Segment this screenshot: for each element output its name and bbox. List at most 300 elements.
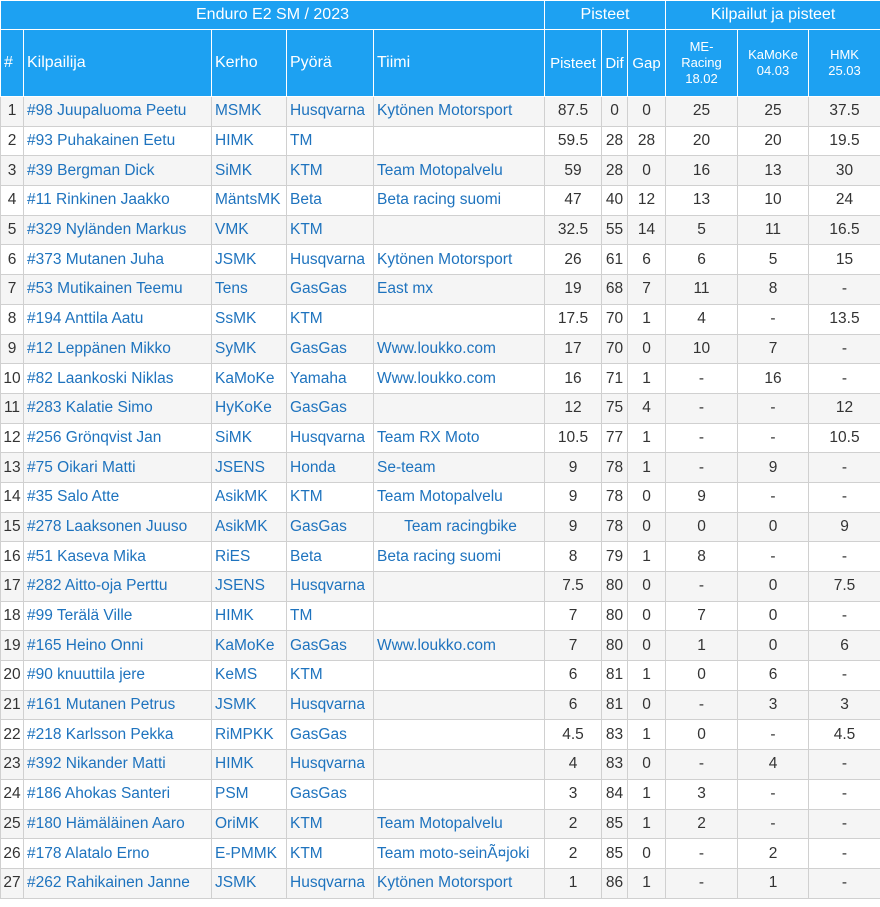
club-cell[interactable]: JSMK xyxy=(212,690,287,720)
bike-cell[interactable]: GasGas xyxy=(287,393,374,423)
team-cell xyxy=(374,304,545,334)
club-cell[interactable]: KaMoKe xyxy=(212,631,287,661)
bike-cell[interactable]: Husqvarna xyxy=(287,690,374,720)
points-group-header: Pisteet xyxy=(545,1,666,30)
bike-cell[interactable]: KTM xyxy=(287,482,374,512)
rank-cell: 18 xyxy=(1,601,24,631)
points-cell: 3 xyxy=(545,779,602,809)
race2-points-cell: 0 xyxy=(738,572,809,602)
race1-points-cell: 11 xyxy=(666,275,738,305)
race3-points-cell: 13.5 xyxy=(809,304,880,334)
race2-points-cell: 6 xyxy=(738,661,809,691)
dif-cell: 71 xyxy=(602,364,628,394)
gap-cell: 4 xyxy=(628,393,666,423)
race1-points-cell: 7 xyxy=(666,601,738,631)
points-cell: 10.5 xyxy=(545,423,602,453)
col-bike: Pyörä xyxy=(287,30,374,97)
rank-cell: 12 xyxy=(1,423,24,453)
dif-cell: 28 xyxy=(602,156,628,186)
rank-cell: 7 xyxy=(1,275,24,305)
table-row xyxy=(1,661,880,691)
club-cell[interactable]: AsikMK xyxy=(212,512,287,542)
race3-points-cell: 30 xyxy=(809,156,880,186)
rank-cell: 26 xyxy=(1,839,24,869)
gap-cell: 0 xyxy=(628,482,666,512)
bike-cell[interactable]: Honda xyxy=(287,453,374,483)
gap-cell: 0 xyxy=(628,690,666,720)
team-cell xyxy=(374,126,545,156)
race2-points-cell: 20 xyxy=(738,126,809,156)
team-cell[interactable]: Kytönen Motorsport xyxy=(374,97,545,127)
col-rank: # xyxy=(1,30,24,97)
team-cell[interactable]: Team Motopalvelu xyxy=(374,482,545,512)
race1-points-cell: 8 xyxy=(666,542,738,572)
gap-cell: 1 xyxy=(628,542,666,572)
race1-points-cell: 2 xyxy=(666,809,738,839)
gap-cell: 0 xyxy=(628,750,666,780)
points-cell: 9 xyxy=(545,482,602,512)
race1-points-cell: - xyxy=(666,839,738,869)
col-dif: Dif xyxy=(602,30,628,97)
club-cell[interactable]: Tens xyxy=(212,275,287,305)
gap-cell: 1 xyxy=(628,661,666,691)
rank-cell: 10 xyxy=(1,364,24,394)
points-cell: 9 xyxy=(545,453,602,483)
club-cell[interactable]: SyMK xyxy=(212,334,287,364)
race2-points-cell: - xyxy=(738,393,809,423)
race3-points-cell: - xyxy=(809,334,880,364)
dif-cell: 81 xyxy=(602,661,628,691)
rider-cell[interactable]: #218 Karlsson Pekka xyxy=(24,720,212,750)
points-cell: 9 xyxy=(545,512,602,542)
bike-cell[interactable]: KTM xyxy=(287,661,374,691)
table-row xyxy=(1,601,880,631)
race3-points-cell: 19.5 xyxy=(809,126,880,156)
table-row xyxy=(1,393,880,423)
gap-cell: 1 xyxy=(628,453,666,483)
race3-points-cell: - xyxy=(809,364,880,394)
gap-cell: 0 xyxy=(628,334,666,364)
club-cell[interactable]: MSMK xyxy=(212,97,287,127)
rider-cell[interactable]: #283 Kalatie Simo xyxy=(24,393,212,423)
bike-cell[interactable]: TM xyxy=(287,126,374,156)
bike-cell[interactable]: KTM xyxy=(287,304,374,334)
race2-points-cell: 8 xyxy=(738,275,809,305)
dif-cell: 86 xyxy=(602,868,628,898)
col-club: Kerho xyxy=(212,30,287,97)
race1-points-cell: 9 xyxy=(666,482,738,512)
gap-cell: 0 xyxy=(628,839,666,869)
rider-cell[interactable]: #165 Heino Onni xyxy=(24,631,212,661)
rider-cell[interactable]: #53 Mutikainen Teemu xyxy=(24,275,212,305)
rider-cell[interactable]: #82 Laankoski Niklas xyxy=(24,364,212,394)
dif-cell: 83 xyxy=(602,720,628,750)
team-cell xyxy=(374,779,545,809)
race3-points-cell: - xyxy=(809,661,880,691)
table-row xyxy=(1,868,880,898)
rider-cell[interactable]: #90 knuuttila jere xyxy=(24,661,212,691)
rank-cell: 2 xyxy=(1,126,24,156)
gap-cell: 1 xyxy=(628,304,666,334)
points-cell: 2 xyxy=(545,809,602,839)
rank-cell: 5 xyxy=(1,215,24,245)
rider-cell[interactable]: #93 Puhakainen Eetu xyxy=(24,126,212,156)
bike-cell[interactable]: KTM xyxy=(287,215,374,245)
rank-cell: 23 xyxy=(1,750,24,780)
team-cell[interactable]: Se-team xyxy=(374,453,545,483)
team-cell[interactable]: Team racingbike xyxy=(374,512,545,542)
race1-points-cell: - xyxy=(666,423,738,453)
rank-cell: 6 xyxy=(1,245,24,275)
bike-cell[interactable]: Husqvarna xyxy=(287,423,374,453)
rider-cell[interactable]: #329 Nyländen Markus xyxy=(24,215,212,245)
rider-cell[interactable]: #262 Rahikainen Janne xyxy=(24,868,212,898)
race3-points-cell: 15 xyxy=(809,245,880,275)
event-title: Enduro E2 SM / 2023 xyxy=(1,1,545,30)
dif-cell: 61 xyxy=(602,245,628,275)
rank-cell: 15 xyxy=(1,512,24,542)
rank-cell: 21 xyxy=(1,690,24,720)
table-row xyxy=(1,750,880,780)
dif-cell: 75 xyxy=(602,393,628,423)
points-cell: 12 xyxy=(545,393,602,423)
points-cell: 4.5 xyxy=(545,720,602,750)
race2-points-cell: 16 xyxy=(738,364,809,394)
gap-cell: 1 xyxy=(628,868,666,898)
rank-cell: 8 xyxy=(1,304,24,334)
race2-points-cell: - xyxy=(738,482,809,512)
table-row xyxy=(1,334,880,364)
bike-cell[interactable]: Husqvarna xyxy=(287,868,374,898)
bike-cell[interactable]: Beta xyxy=(287,186,374,216)
team-cell[interactable]: Kytönen Motorsport xyxy=(374,245,545,275)
rider-cell[interactable]: #39 Bergman Dick xyxy=(24,156,212,186)
rank-cell: 11 xyxy=(1,393,24,423)
col-rider: Kilpailija xyxy=(24,30,212,97)
dif-cell: 78 xyxy=(602,512,628,542)
race2-points-cell: 3 xyxy=(738,690,809,720)
race3-points-cell: - xyxy=(809,482,880,512)
rank-cell: 13 xyxy=(1,453,24,483)
points-cell: 59.5 xyxy=(545,126,602,156)
rank-cell: 22 xyxy=(1,720,24,750)
points-cell: 47 xyxy=(545,186,602,216)
team-cell[interactable]: Team moto-seinÃ¤joki xyxy=(374,839,545,869)
race3-points-cell: 37.5 xyxy=(809,97,880,127)
club-cell[interactable]: HIMK xyxy=(212,601,287,631)
rank-cell: 1 xyxy=(1,97,24,127)
team-cell[interactable]: Team RX Moto xyxy=(374,423,545,453)
bike-cell[interactable]: GasGas xyxy=(287,720,374,750)
bike-cell[interactable]: GasGas xyxy=(287,779,374,809)
team-cell[interactable]: East mx xyxy=(374,275,545,305)
rider-cell[interactable]: #256 Grönqvist Jan xyxy=(24,423,212,453)
club-cell[interactable]: E-PMMK xyxy=(212,839,287,869)
rider-cell[interactable]: #75 Oikari Matti xyxy=(24,453,212,483)
dif-cell: 81 xyxy=(602,690,628,720)
bike-cell[interactable]: Husqvarna xyxy=(287,97,374,127)
dif-cell: 80 xyxy=(602,572,628,602)
table-row xyxy=(1,186,880,216)
table-row xyxy=(1,690,880,720)
race3-points-cell: 4.5 xyxy=(809,720,880,750)
gap-cell: 0 xyxy=(628,631,666,661)
club-cell[interactable]: RiMPKK xyxy=(212,720,287,750)
col-race-hmk: HMK 25.03 xyxy=(809,30,880,97)
gap-cell: 1 xyxy=(628,423,666,453)
race3-points-cell: - xyxy=(809,453,880,483)
points-cell: 8 xyxy=(545,542,602,572)
rank-cell: 27 xyxy=(1,868,24,898)
race2-points-cell: - xyxy=(738,423,809,453)
race3-points-cell: 6 xyxy=(809,631,880,661)
club-cell[interactable]: PSM xyxy=(212,779,287,809)
bike-cell[interactable]: GasGas xyxy=(287,631,374,661)
club-cell[interactable]: JSMK xyxy=(212,245,287,275)
col-race-kamoke: KaMoKe 04.03 xyxy=(738,30,809,97)
rank-cell: 14 xyxy=(1,482,24,512)
rank-cell: 9 xyxy=(1,334,24,364)
team-cell[interactable]: Kytönen Motorsport xyxy=(374,868,545,898)
team-cell xyxy=(374,215,545,245)
club-cell[interactable]: HIMK xyxy=(212,750,287,780)
race1-points-cell: - xyxy=(666,453,738,483)
race2-points-cell: - xyxy=(738,304,809,334)
gap-cell: 1 xyxy=(628,779,666,809)
race2-points-cell: - xyxy=(738,779,809,809)
rider-cell[interactable]: #282 Aitto-oja Perttu xyxy=(24,572,212,602)
bike-cell[interactable]: Yamaha xyxy=(287,364,374,394)
rank-cell: 4 xyxy=(1,186,24,216)
bike-cell[interactable]: GasGas xyxy=(287,334,374,364)
table-row xyxy=(1,364,880,394)
dif-cell: 79 xyxy=(602,542,628,572)
race2-points-cell: 5 xyxy=(738,245,809,275)
rank-cell: 24 xyxy=(1,779,24,809)
race2-points-cell: - xyxy=(738,542,809,572)
race3-points-cell: 16.5 xyxy=(809,215,880,245)
rider-cell[interactable]: #98 Juupaluoma Peetu xyxy=(24,97,212,127)
bike-cell[interactable]: KTM xyxy=(287,839,374,869)
dif-cell: 77 xyxy=(602,423,628,453)
race3-points-cell: 9 xyxy=(809,512,880,542)
race1-points-cell: 0 xyxy=(666,512,738,542)
race3-points-cell: 10.5 xyxy=(809,423,880,453)
gap-cell: 0 xyxy=(628,156,666,186)
club-cell[interactable]: SiMK xyxy=(212,156,287,186)
bike-cell[interactable]: KTM xyxy=(287,156,374,186)
dif-cell: 78 xyxy=(602,453,628,483)
race2-points-cell: 10 xyxy=(738,186,809,216)
race2-points-cell: 9 xyxy=(738,453,809,483)
gap-cell: 0 xyxy=(628,512,666,542)
rider-cell[interactable]: #178 Alatalo Erno xyxy=(24,839,212,869)
points-cell: 2 xyxy=(545,839,602,869)
rider-cell[interactable]: #373 Mutanen Juha xyxy=(24,245,212,275)
races-group-header: Kilpailut ja pisteet xyxy=(666,1,880,30)
race2-points-cell: 7 xyxy=(738,334,809,364)
club-cell[interactable]: SsMK xyxy=(212,304,287,334)
bike-cell[interactable]: Husqvarna xyxy=(287,572,374,602)
table-row xyxy=(1,572,880,602)
race1-points-cell: 0 xyxy=(666,720,738,750)
dif-cell: 70 xyxy=(602,334,628,364)
rider-cell[interactable]: #161 Mutanen Petrus xyxy=(24,690,212,720)
rank-cell: 20 xyxy=(1,661,24,691)
race1-points-cell: - xyxy=(666,690,738,720)
race3-points-cell: - xyxy=(809,542,880,572)
dif-cell: 78 xyxy=(602,482,628,512)
team-cell xyxy=(374,661,545,691)
team-cell xyxy=(374,601,545,631)
race3-points-cell: - xyxy=(809,779,880,809)
dif-cell: 84 xyxy=(602,779,628,809)
race1-points-cell: 1 xyxy=(666,631,738,661)
race1-points-cell: - xyxy=(666,750,738,780)
race1-points-cell: 6 xyxy=(666,245,738,275)
gap-cell: 1 xyxy=(628,809,666,839)
table-row xyxy=(1,779,880,809)
club-cell[interactable]: KaMoKe xyxy=(212,364,287,394)
points-cell: 7 xyxy=(545,601,602,631)
club-cell[interactable]: KeMS xyxy=(212,661,287,691)
dif-cell: 28 xyxy=(602,126,628,156)
rank-cell: 25 xyxy=(1,809,24,839)
race3-points-cell: - xyxy=(809,809,880,839)
club-cell[interactable]: HyKoKe xyxy=(212,393,287,423)
race2-points-cell: - xyxy=(738,809,809,839)
rank-cell: 16 xyxy=(1,542,24,572)
team-cell xyxy=(374,572,545,602)
points-cell: 7 xyxy=(545,631,602,661)
table-row xyxy=(1,97,880,127)
rider-cell[interactable]: #180 Hämäläinen Aaro xyxy=(24,809,212,839)
team-cell xyxy=(374,690,545,720)
table-row xyxy=(1,839,880,869)
club-cell[interactable]: MäntsMK xyxy=(212,186,287,216)
club-cell[interactable]: HIMK xyxy=(212,126,287,156)
race1-points-cell: 20 xyxy=(666,126,738,156)
club-cell[interactable]: VMK xyxy=(212,215,287,245)
rider-cell[interactable]: #392 Nikander Matti xyxy=(24,750,212,780)
race2-points-cell: 0 xyxy=(738,512,809,542)
gap-cell: 1 xyxy=(628,364,666,394)
rider-cell[interactable]: #278 Laaksonen Juuso xyxy=(24,512,212,542)
gap-cell: 7 xyxy=(628,275,666,305)
bike-cell[interactable]: GasGas xyxy=(287,512,374,542)
rider-cell[interactable]: #12 Leppänen Mikko xyxy=(24,334,212,364)
bike-cell[interactable]: Husqvarna xyxy=(287,245,374,275)
race1-points-cell: - xyxy=(666,868,738,898)
race1-points-cell: 3 xyxy=(666,779,738,809)
race1-points-cell: 4 xyxy=(666,304,738,334)
race3-points-cell: 12 xyxy=(809,393,880,423)
dif-cell: 70 xyxy=(602,304,628,334)
race1-points-cell: - xyxy=(666,572,738,602)
dif-cell: 83 xyxy=(602,750,628,780)
table-row xyxy=(1,482,880,512)
rider-cell[interactable]: #186 Ahokas Santeri xyxy=(24,779,212,809)
col-gap: Gap xyxy=(628,30,666,97)
race1-points-cell: 5 xyxy=(666,215,738,245)
gap-cell: 0 xyxy=(628,601,666,631)
club-cell[interactable]: JSENS xyxy=(212,453,287,483)
club-cell[interactable]: RiES xyxy=(212,542,287,572)
rank-cell: 19 xyxy=(1,631,24,661)
team-cell[interactable]: Team Motopalvelu xyxy=(374,809,545,839)
gap-cell: 12 xyxy=(628,186,666,216)
standings-body xyxy=(1,97,880,899)
team-cell[interactable]: Team Motopalvelu xyxy=(374,156,545,186)
race3-points-cell: - xyxy=(809,601,880,631)
rider-cell[interactable]: #99 Terälä Ville xyxy=(24,601,212,631)
race1-points-cell: - xyxy=(666,393,738,423)
points-cell: 17.5 xyxy=(545,304,602,334)
team-cell[interactable]: Www.loukko.com xyxy=(374,334,545,364)
team-cell[interactable]: Beta racing suomi xyxy=(374,186,545,216)
club-cell[interactable]: OriMK xyxy=(212,809,287,839)
race2-points-cell: - xyxy=(738,720,809,750)
team-cell[interactable]: Www.loukko.com xyxy=(374,631,545,661)
race2-points-cell: 2 xyxy=(738,839,809,869)
table-row xyxy=(1,423,880,453)
race2-points-cell: 4 xyxy=(738,750,809,780)
team-cell[interactable]: Www.loukko.com xyxy=(374,364,545,394)
team-cell xyxy=(374,750,545,780)
team-cell xyxy=(374,393,545,423)
table-row xyxy=(1,809,880,839)
team-cell[interactable]: Beta racing suomi xyxy=(374,542,545,572)
bike-cell[interactable]: Husqvarna xyxy=(287,750,374,780)
gap-cell: 0 xyxy=(628,572,666,602)
club-cell[interactable]: JSMK xyxy=(212,868,287,898)
bike-cell[interactable]: Beta xyxy=(287,542,374,572)
col-team: Tiimi xyxy=(374,30,545,97)
table-row xyxy=(1,126,880,156)
club-cell[interactable]: SiMK xyxy=(212,423,287,453)
points-cell: 4 xyxy=(545,750,602,780)
rank-cell: 3 xyxy=(1,156,24,186)
points-cell: 6 xyxy=(545,690,602,720)
rider-cell[interactable]: #11 Rinkinen Jaakko xyxy=(24,186,212,216)
team-cell xyxy=(374,720,545,750)
rider-cell[interactable]: #51 Kaseva Mika xyxy=(24,542,212,572)
table-row xyxy=(1,453,880,483)
dif-cell: 40 xyxy=(602,186,628,216)
table-row xyxy=(1,275,880,305)
bike-cell[interactable]: KTM xyxy=(287,809,374,839)
bike-cell[interactable]: TM xyxy=(287,601,374,631)
table-row xyxy=(1,631,880,661)
points-cell: 26 xyxy=(545,245,602,275)
race3-points-cell: - xyxy=(809,839,880,869)
dif-cell: 0 xyxy=(602,97,628,127)
race1-points-cell: 13 xyxy=(666,186,738,216)
bike-cell[interactable]: GasGas xyxy=(287,275,374,305)
race1-points-cell: 10 xyxy=(666,334,738,364)
club-cell[interactable]: JSENS xyxy=(212,572,287,602)
race2-points-cell: 13 xyxy=(738,156,809,186)
points-cell: 87.5 xyxy=(545,97,602,127)
points-cell: 1 xyxy=(545,868,602,898)
points-cell: 6 xyxy=(545,661,602,691)
race3-points-cell: 3 xyxy=(809,690,880,720)
points-cell: 17 xyxy=(545,334,602,364)
rider-cell[interactable]: #194 Anttila Aatu xyxy=(24,304,212,334)
rider-cell[interactable]: #35 Salo Atte xyxy=(24,482,212,512)
club-cell[interactable]: AsikMK xyxy=(212,482,287,512)
gap-cell: 0 xyxy=(628,97,666,127)
